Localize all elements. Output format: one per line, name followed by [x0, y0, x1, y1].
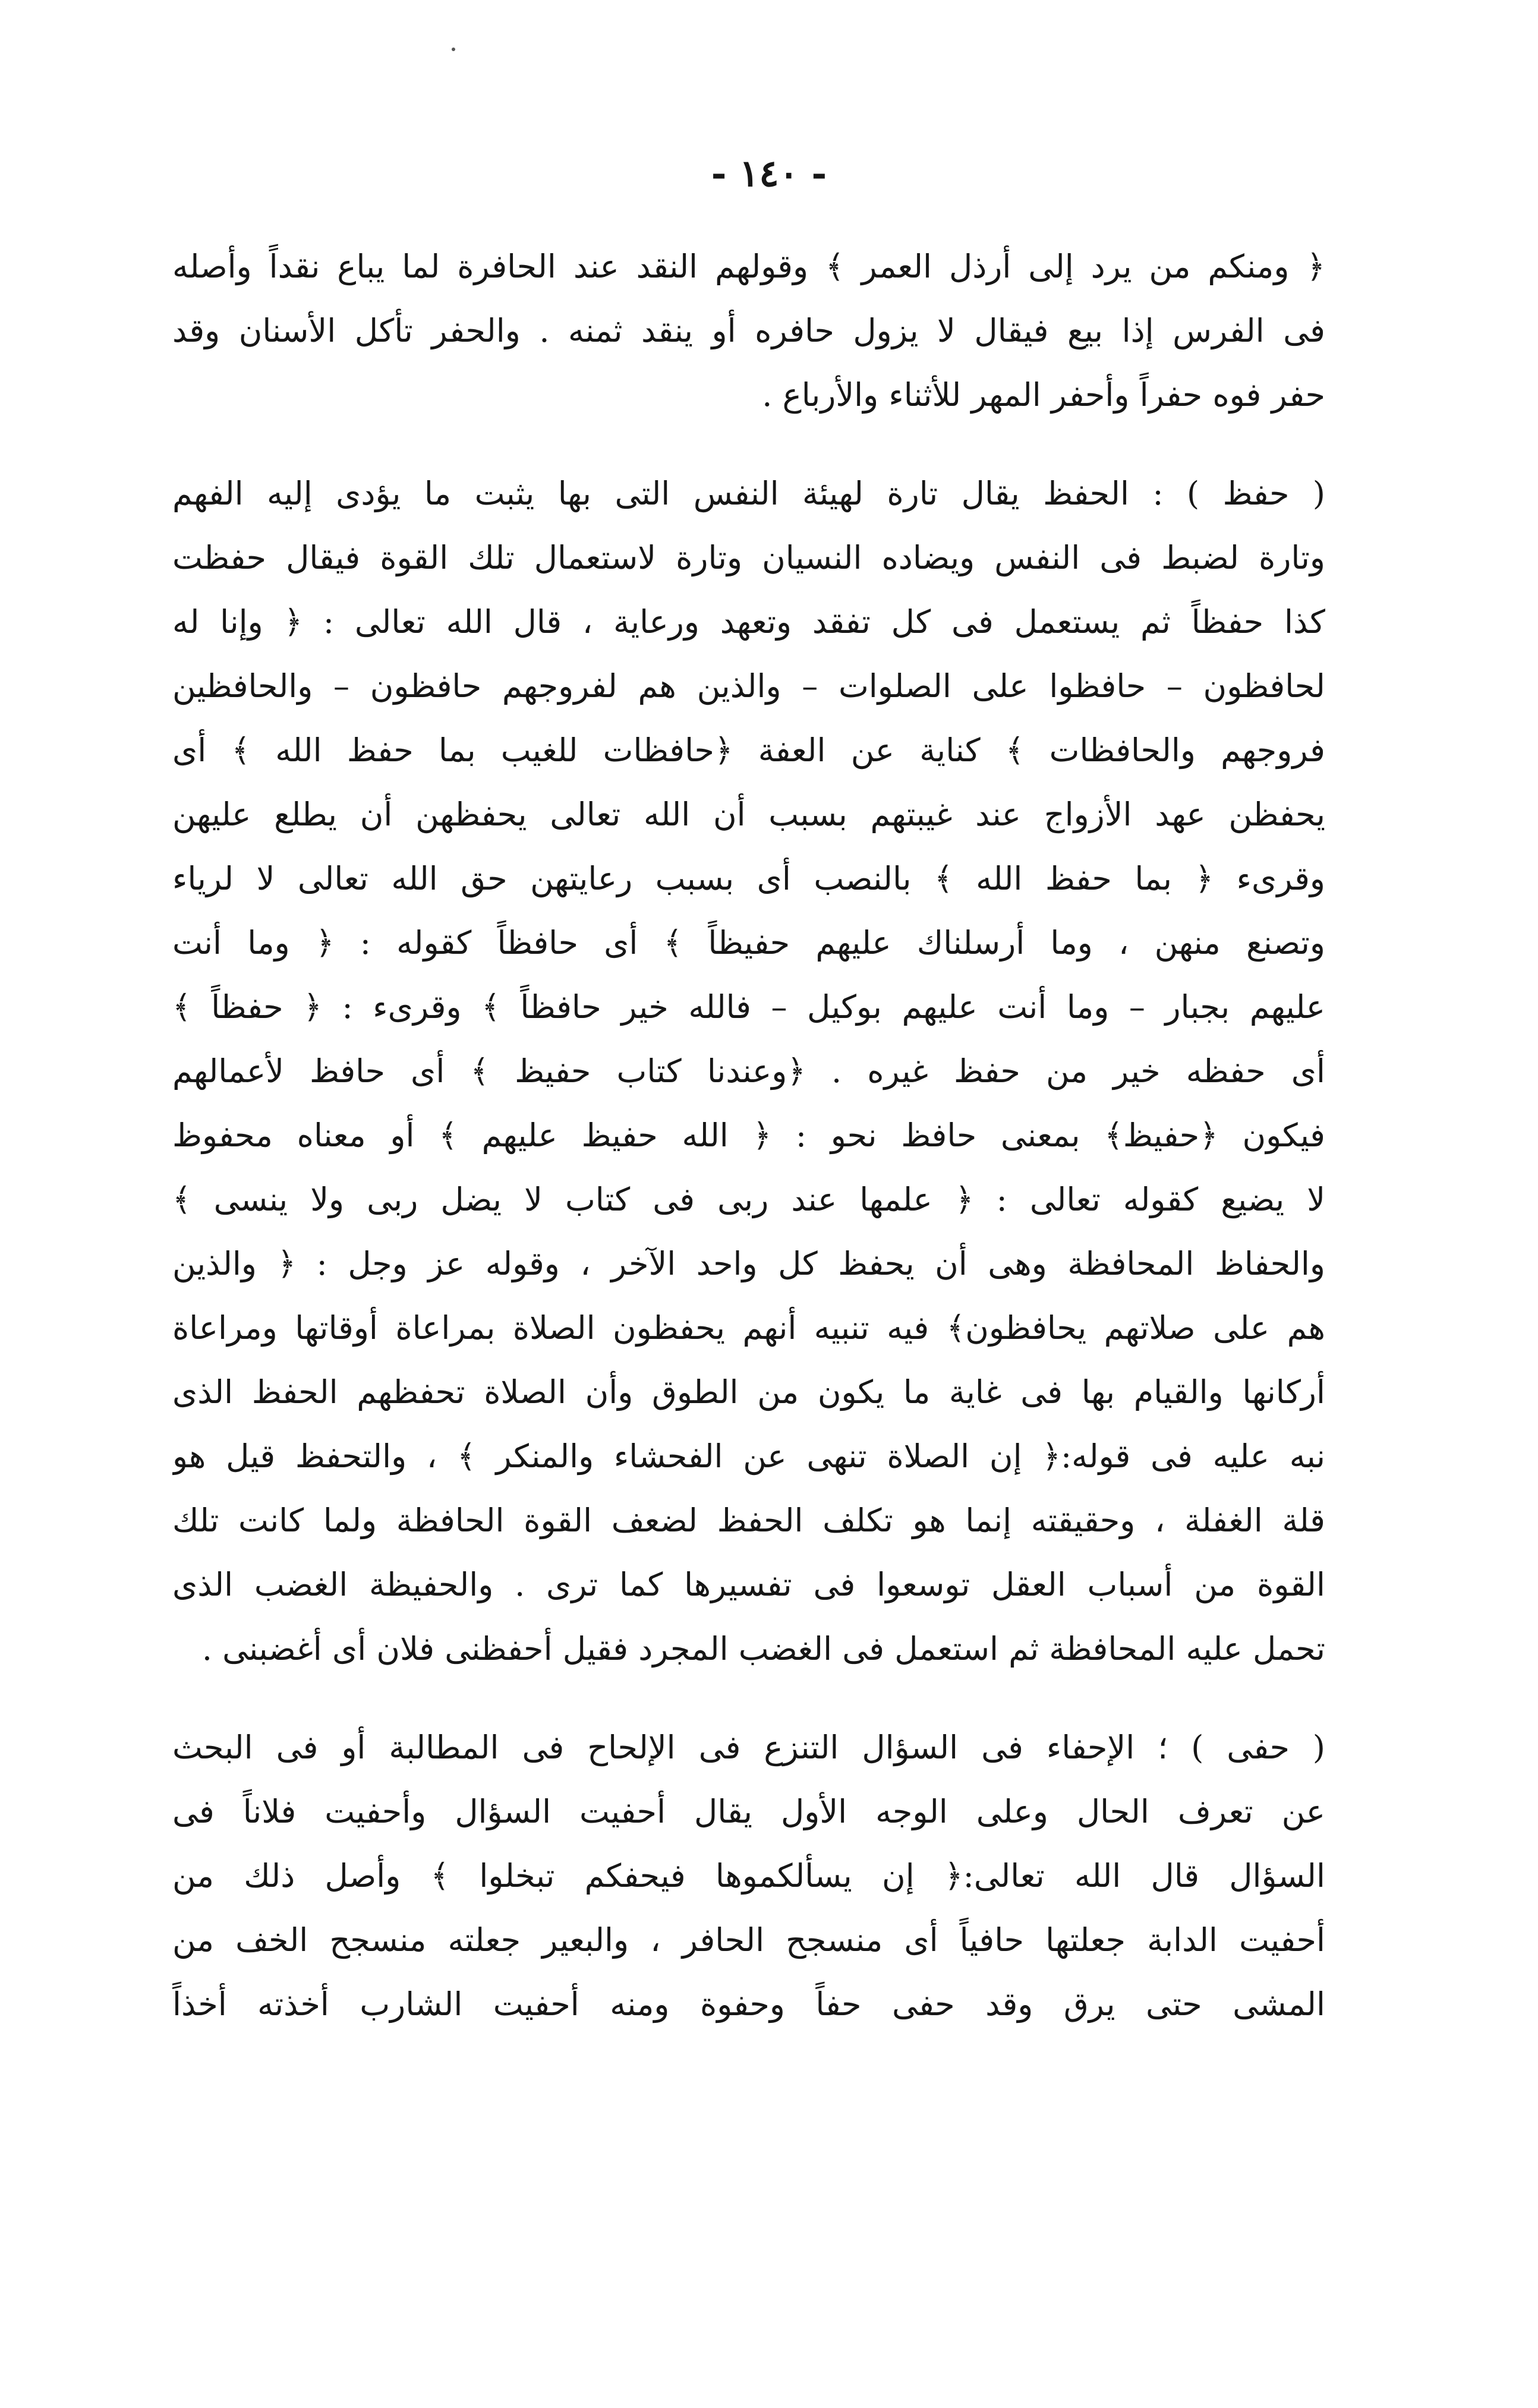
text-line: كذا حفظاً ثم يستعمل فى كل تفقد وتعهد ورعاية ، قال الله تعالى : ﴿ وإنا له: [172, 603, 1325, 641]
text-line: عليهم بجبار – وما أنت عليهم بوكيل – فالله خير حافظاً ﴾ وقرىء : ﴿ حفظاً ﴾: [172, 988, 1325, 1026]
text-line: لا يضيع كقوله تعالى : ﴿ علمها عند ربى فى كتاب لا يضل ربى ولا ينسى ﴾: [172, 1181, 1325, 1218]
text-line: أركانها والقيام بها فى غاية ما يكون من الطوق وأن الصلاة تحفظهم الحفظ الذى: [172, 1373, 1325, 1411]
page-number: - ١٤٠ -: [711, 152, 827, 195]
text-line: لحافظون – حافظوا على الصلوات – والذين هم لفروجهم حافظون – والحافظين: [172, 667, 1325, 705]
paragraph-hafa: [172, 1716, 1325, 2037]
text-line: تحمل عليه المحافظة ثم استعمل فى الغضب المجرد فقيل أحفظنى فلان أى أغضبنى .: [201, 1630, 1325, 1668]
text-line: فى الفرس إذا بيع فيقال لا يزول حافره أو ينقد ثمنه . والحفر تأكل الأسنان وقد: [172, 312, 1325, 349]
text-line: حفر فوه حفراً وأحفر المهر للأثناء والأرباع .: [762, 376, 1325, 414]
text-line: وتصنع منهن ، وما أرسلناك عليهم حفيظاً ﴾ أى حافظاً كقوله : ﴿ وما أنت: [172, 924, 1325, 962]
text-line: السؤال قال الله تعالى:﴿ إن يسألكموها فيحفكم تبخلوا ﴾ وأصل ذلك من: [172, 1857, 1325, 1895]
text-line: قلة الغفلة ، وحقيقته إنما هو تكلف الحفظ لضعف القوة الحافظة ولما كانت تلك: [172, 1502, 1325, 1539]
paragraph-hafiza: [172, 462, 1325, 1681]
text-line: وتارة لضبط فى النفس ويضاده النسيان وتارة لاستعمال تلك القوة فيقال حفظت: [172, 539, 1325, 576]
paragraph-hafar-continuation: [172, 235, 1325, 427]
text-line: ( حفى ) ؛ الإحفاء فى السؤال التنزع فى الإلحاح فى المطالبة أو فى البحث: [172, 1729, 1325, 1766]
scan-speck: [452, 48, 455, 51]
text-line: فيكون ﴿حفيظ﴾ بمعنى حافظ نحو : ﴿ الله حفيظ عليهم ﴾ أو معناه محفوظ: [172, 1117, 1325, 1154]
paragraph-gap: [172, 427, 1325, 462]
text-line: والحفاظ المحافظة وهى أن يحفظ كل واحد الآخر ، وقوله عز وجل : ﴿ والذين: [172, 1245, 1325, 1282]
text-line: أحفيت الدابة جعلتها حافياً أى منسجح الحافر ، والبعير جعلته منسجح الخف من: [172, 1921, 1325, 1959]
text-line: عن تعرف الحال وعلى الوجه الأول يقال أحفيت السؤال وأحفيت فلاناً فى: [172, 1793, 1325, 1830]
page-body: [172, 235, 1325, 2037]
text-line: نبه عليه فى قوله:﴿ إن الصلاة تنهى عن الفحشاء والمنكر ﴾ ، والتحفظ قيل هو: [172, 1438, 1325, 1475]
text-line: هم على صلاتهم يحافظون﴾ فيه تنبيه أنهم يحفظون الصلاة بمراعاة أوقاتها ومراعاة: [172, 1309, 1325, 1347]
text-line: ( حفظ ) : الحفظ يقال تارة لهيئة النفس التى بها يثبت ما يؤدى إليه الفهم: [172, 475, 1325, 512]
text-line: يحفظن عهد الأزواج عند غيبتهم بسبب أن الله تعالى يحفظهن أن يطلع عليهن: [172, 796, 1325, 833]
text-line: وقرىء ﴿ بما حفظ الله ﴾ بالنصب أى بسبب رعايتهن حق الله تعالى لا لرياء: [172, 860, 1325, 897]
text-line: القوة من أسباب العقل توسعوا فى تفسيرها كما ترى . والحفيظة الغضب الذى: [172, 1566, 1325, 1603]
text-line: فروجهم والحافظات ﴾ كناية عن العفة ﴿حافظات للغيب بما حفظ الله ﴾ أى: [172, 732, 1325, 769]
paragraph-gap: [172, 1681, 1325, 1716]
text-line: ﴿ ومنكم من يرد إلى أرذل العمر ﴾ وقولهم النقد عند الحافرة لما يباع نقداً وأصله: [172, 248, 1325, 285]
text-line: أى حفظه خير من حفظ غيره . ﴿وعندنا كتاب حفيظ ﴾ أى حافظ لأعمالهم: [172, 1052, 1325, 1090]
text-line: المشى حتى يرق وقد حفى حفاً وحفوة ومنه أحفيت الشارب أخذته أخذاً: [172, 1985, 1325, 2023]
